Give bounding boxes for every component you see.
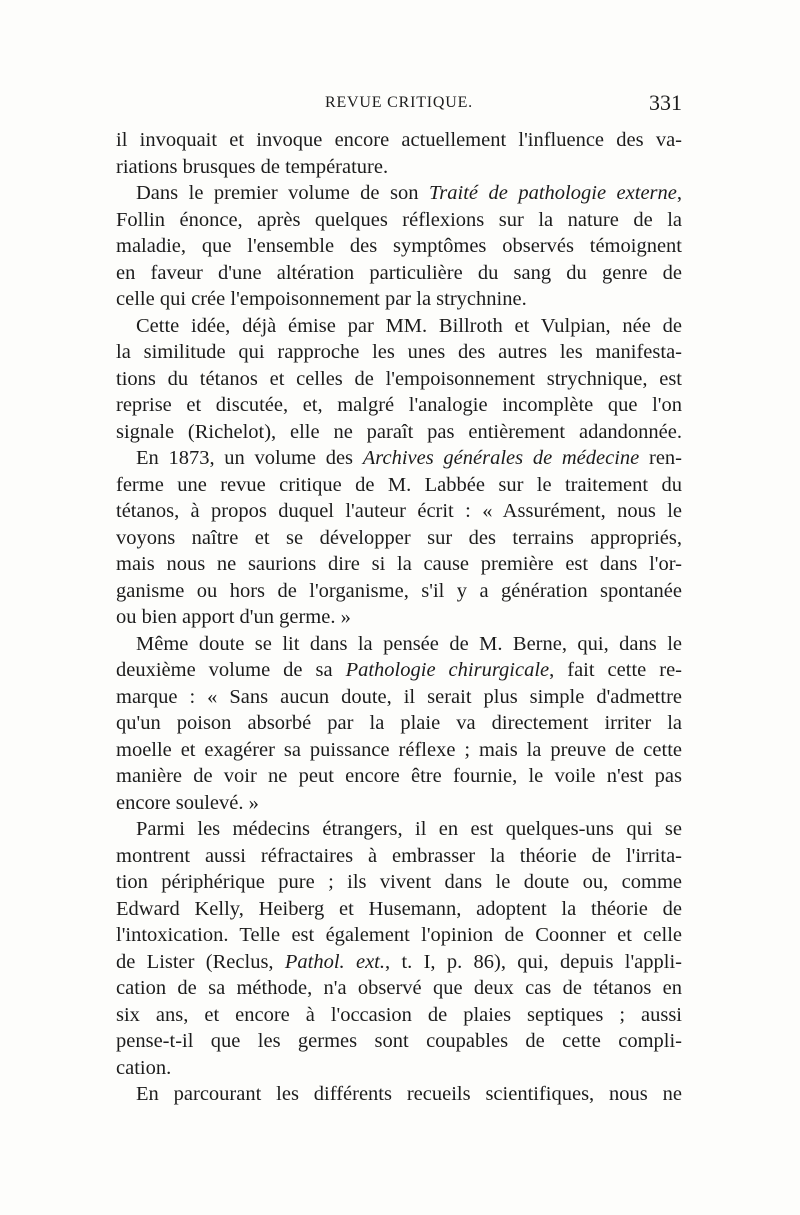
text-line <box>116 684 682 711</box>
text-segment: ou bien apport d'un germe. » <box>116 606 351 628</box>
text-segment: Dans le premier volume de son <box>136 182 430 204</box>
text-segment: , <box>676 182 682 204</box>
text-segment: cation de sa méthode, n'a observé que deux cas de tétanos en <box>116 977 682 999</box>
text-line <box>116 763 682 790</box>
text-segment: marque : « Sans aucun doute, il serait plus simple d'admettre <box>116 685 682 708</box>
text-line <box>116 366 682 393</box>
text-line <box>116 657 682 684</box>
text-segment: ferme une revue critique de M. Labbée sur le traitement du <box>116 473 682 496</box>
italic-title-text: Pathologie chirurgicale <box>345 659 550 681</box>
text-line <box>116 1028 682 1055</box>
text-line <box>116 710 682 737</box>
text-line <box>116 180 682 207</box>
text-segment: Même doute se lit dans la pensée de M. Berne, qui, dans le <box>136 632 682 655</box>
text-line <box>116 472 682 499</box>
text-segment: cation. <box>116 1056 172 1079</box>
text-line <box>116 1055 682 1082</box>
text-line <box>116 286 682 313</box>
text-segment: montrent aussi réfractaires à embrasser la théorie de l'irrita- <box>116 844 682 867</box>
text-line <box>116 339 682 366</box>
text-segment: Edward Kelly, Heiberg et Husemann, adoptent la théorie de <box>116 897 682 920</box>
text-segment: Parmi les médecins étrangers, il en est quelques-uns qui se <box>136 818 682 840</box>
text-segment: , t. I, p. 86), qui, depuis l'appli- <box>385 950 682 973</box>
text-line <box>116 419 682 446</box>
text-line <box>116 233 682 260</box>
running-head <box>116 90 682 120</box>
text-segment: Cette idée, déjà émise par MM. Billroth et Vulpian, née de <box>136 314 682 337</box>
text-line <box>116 631 682 658</box>
text-segment: Follin énonce, après quelques réflexions sur la nature de la <box>116 208 682 231</box>
text-line <box>116 790 682 817</box>
text-segment: reprise et discutée, et, malgré l'analogie incomplète que l'on <box>116 394 682 416</box>
text-line <box>116 843 682 870</box>
text-segment: mais nous ne saurions dire si la cause première est dans l'or- <box>116 553 682 575</box>
text-segment: ganisme ou hors de l'organisme, s'il y a génération spontanée <box>116 579 682 602</box>
text-segment: En parcourant les différents recueils scientifiques, nous ne <box>136 1083 682 1105</box>
page-number: 331 <box>649 90 682 115</box>
text-segment: six ans, et encore à l'occasion de plaies septiques ; aussi <box>116 1003 682 1026</box>
italic-title-text: Pathol. ext. <box>284 950 385 973</box>
italic-title-text: Traité de pathologie externe <box>429 182 677 204</box>
text-segment: tion périphérique pure ; ils vivent dans le doute ou, comme <box>116 871 682 893</box>
text-line <box>116 127 682 154</box>
body-text <box>116 127 682 1108</box>
text-segment: tions du tétanos et celles de l'empoisonnement strychnique, est <box>116 367 682 390</box>
text-line <box>116 498 682 525</box>
text-line <box>116 949 682 976</box>
italic-title-text: Archives générales de médecine <box>362 447 640 469</box>
text-line <box>116 551 682 578</box>
text-line <box>116 737 682 764</box>
text-segment: En 1873, un volume des <box>136 447 363 469</box>
text-segment: de Lister (Reclus, <box>116 950 285 973</box>
text-segment: la similitude qui rapproche les unes des autres les manifesta- <box>116 341 682 363</box>
text-segment: en faveur d'une altération particulière du sang du genre de <box>116 261 682 284</box>
text-segment: celle qui crée l'empoisonnement par la strychnine. <box>116 288 527 310</box>
text-segment: tétanos, à propos duquel l'auteur écrit : « Assurément, nous le <box>116 500 682 522</box>
text-line <box>116 207 682 234</box>
text-line <box>116 154 682 181</box>
text-segment: qu'un poison absorbé par la plaie va directement irriter la <box>116 712 682 734</box>
text-line <box>116 313 682 340</box>
text-segment: encore soulevé. » <box>116 791 259 814</box>
text-line <box>116 578 682 605</box>
text-line <box>116 1081 682 1108</box>
text-line <box>116 922 682 949</box>
text-line <box>116 896 682 923</box>
text-segment: , fait cette re- <box>549 659 682 681</box>
text-segment: moelle et exagérer sa puissance réflexe ; mais la preuve de cette <box>116 738 682 761</box>
text-line <box>116 392 682 419</box>
text-segment: il invoquait et invoque encore actuellement l'influence des va- <box>116 129 682 151</box>
text-line <box>116 975 682 1002</box>
text-segment: riations brusques de température. <box>116 155 389 178</box>
running-title: REVUE CRITIQUE. <box>325 94 473 111</box>
text-segment: voyons naître et se développer sur des terrains appropriés, <box>116 526 682 549</box>
text-line <box>116 525 682 552</box>
text-line <box>116 1002 682 1029</box>
text-line <box>116 816 682 843</box>
text-segment: ren- <box>639 447 682 469</box>
text-segment: signale (Richelot), elle ne paraît pas entièrement adandonnée. <box>116 420 682 443</box>
text-segment: l'intoxication. Telle est également l'opinion de Coonner et celle <box>116 924 682 946</box>
text-line <box>116 604 682 631</box>
text-segment: deuxième volume de sa <box>116 659 346 681</box>
text-line <box>116 869 682 896</box>
text-line <box>116 260 682 287</box>
text-segment: pense-t-il que les germes sont coupables de cette compli- <box>116 1030 682 1052</box>
text-line <box>116 445 682 472</box>
text-segment: manière de voir ne peut encore être fournie, le voile n'est pas <box>116 765 682 787</box>
text-segment: maladie, que l'ensemble des symptômes observés témoignent <box>116 235 682 257</box>
